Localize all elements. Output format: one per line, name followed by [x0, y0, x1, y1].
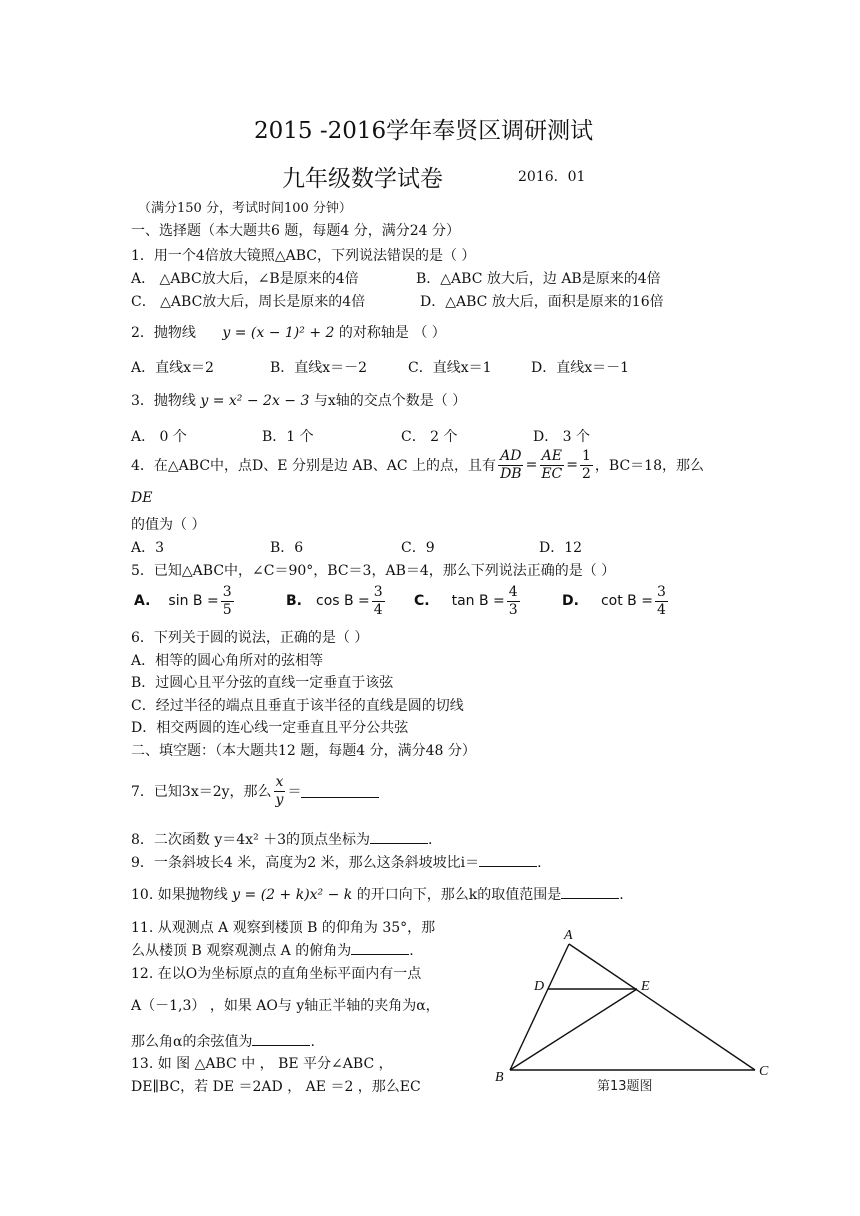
q4-prefix: 4．在△ABC中，点D、E 分别是边 AB、AC 上的点，且有 — [131, 458, 497, 474]
q9-stem — [131, 852, 542, 872]
q4-f2-den: EC — [541, 465, 563, 482]
q3-option-d: D． 3 个 — [533, 429, 591, 445]
q13-line2: DE∥BC，若 DE ＝2AD ， AE ＝2 ，那么EC — [131, 1079, 421, 1095]
q4-option-b: B．6 — [270, 540, 304, 556]
section-heading-1: 一、选择题（本大题共6 题，每题4 分，满分24 分） — [131, 223, 460, 239]
q8-text: 8．二次函数 y＝4x² ＋3的顶点坐标为 — [131, 832, 371, 848]
q11-line2 — [131, 940, 414, 960]
q5-c-fraction — [507, 584, 520, 619]
q12-answer-blank[interactable] — [252, 1033, 310, 1046]
q8-stem — [131, 829, 433, 849]
q5-options — [134, 580, 694, 622]
q11-line1: 11. 从观测点 A 观察到楼顶 B 的仰角为 35°，那 — [131, 920, 436, 936]
q5-option-a — [134, 580, 236, 622]
q4-line2: DE — [131, 490, 153, 506]
segment-ac — [569, 944, 755, 1070]
q9-text: 9．一条斜坡长4 米，高度为2 米，那么这条斜坡坡比i＝ — [131, 855, 480, 871]
q4-eq1: = — [525, 457, 538, 473]
figure-caption: 第13题图 — [597, 1079, 653, 1094]
q1-option-d: D．△ABC 放大后，面积是原来的16倍 — [420, 294, 664, 310]
q5-a-label: A. — [134, 593, 151, 609]
q5-d-den: 4 — [656, 601, 666, 618]
q4-f1-num: AD — [500, 447, 522, 464]
q5-stem: 5．已知△ABC中，∠C＝90°，BC＝3，AB＝4，那么下列说法正确的是（ ） — [131, 563, 616, 579]
q10-suffix: 的开口向下，那么k的取值范围是 — [356, 887, 562, 903]
q7-prefix: 7．已知3x＝2y，那么 — [131, 784, 272, 800]
q7-num: x — [275, 773, 284, 790]
q12-line3-text: 那么角α的余弦值为 — [131, 1034, 253, 1050]
q6-option-b: B．过圆心且平分弦的直线一定垂直于该弦 — [131, 675, 394, 691]
q4-option-d: D．12 — [539, 540, 583, 556]
q5-c-fn: tan B = — [451, 593, 505, 609]
q4-fraction-ae-ec — [539, 448, 564, 483]
q7-answer-blank[interactable] — [301, 785, 379, 798]
q5-b-label: B. — [286, 593, 302, 609]
q5-a-den: 5 — [222, 601, 232, 618]
q4-suffix: ，BC＝18，那么 — [594, 458, 704, 474]
q5-d-fraction — [655, 584, 668, 619]
q3-option-c: C． 2 个 — [401, 429, 458, 445]
q11-end: . — [409, 943, 414, 959]
q10-prefix: 10. 如果抛物线 — [131, 887, 228, 903]
q5-c-label: C. — [414, 593, 430, 609]
q3-formula: y = x² − 2x − 3 — [200, 393, 310, 409]
q4-line3: 的值为（ ） — [131, 517, 206, 533]
q12-line3 — [131, 1031, 315, 1051]
q4-fraction-ad-db — [498, 448, 524, 483]
q7-stem — [131, 770, 379, 812]
q5-c-num: 4 — [508, 583, 518, 600]
q3-suffix: 与x轴的交点个数是（ ） — [313, 393, 467, 409]
q4-eq2: = — [566, 457, 578, 473]
q9-answer-blank[interactable] — [479, 854, 537, 867]
q5-b-den: 4 — [373, 601, 383, 618]
q4-fraction-half — [580, 448, 593, 483]
q3-prefix: 3．抛物线 — [131, 393, 196, 409]
q13-line1: 13. 如 图 △ABC 中 ， BE 平分∠ABC ， — [131, 1056, 393, 1072]
q11-line2-text: 么从楼顶 B 观察观测点 A 的俯角为 — [131, 943, 352, 959]
q9-end: . — [537, 855, 542, 871]
q2-stem — [131, 322, 446, 342]
q10-formula: y = (2 + k)x² − k — [232, 887, 353, 903]
q7-suffix: ＝ — [287, 784, 302, 800]
label-a: A — [564, 928, 573, 943]
q1-option-b: B．△ABC 放大后，边 AB是原来的4倍 — [416, 271, 661, 287]
q5-option-b — [286, 580, 387, 622]
q4-f3-den: 2 — [581, 465, 591, 482]
q7-fraction — [274, 774, 286, 809]
q5-b-fraction — [372, 584, 385, 619]
q1-stem: 1．用一个4倍放大镜照△ABC，下列说法错误的是（ ） — [131, 248, 476, 264]
q6-stem: 6．下列关于圆的说法，正确的是（ ） — [131, 630, 369, 646]
q6-option-a: A．相等的圆心角所对的弦相等 — [131, 653, 324, 669]
q3-option-a: A． 0 个 — [131, 429, 187, 445]
q10-answer-blank[interactable] — [561, 886, 619, 899]
q3-stem — [131, 390, 466, 410]
q5-a-fraction — [221, 584, 234, 619]
label-b: B — [495, 1070, 504, 1085]
q5-c-den: 3 — [508, 601, 518, 618]
q1-option-c: C． △ABC放大后，周长是原来的4倍 — [131, 294, 366, 310]
q5-option-c — [414, 580, 522, 622]
q2-prefix: 2．抛物线 — [131, 325, 196, 341]
q5-a-fn: sin B = — [168, 593, 219, 609]
q4-f2-num: AE — [541, 447, 562, 464]
page-title: 2015 -2016学年奉贤区调研测试 — [254, 118, 594, 144]
exam-note: （满分150 分，考试时间100 分钟） — [138, 201, 352, 216]
q5-option-d — [562, 580, 670, 622]
q12-line2: A（－1,3） ，如果 AO与 y轴正半轴的夹角为α， — [131, 998, 440, 1014]
q3-option-b: B．1 个 — [262, 429, 314, 445]
q2-suffix: 的对称轴是 （ ） — [338, 325, 446, 341]
q12-end: . — [310, 1034, 315, 1050]
page-subtitle: 九年级数学试卷 — [282, 166, 443, 192]
q8-end: . — [428, 832, 433, 848]
q4-f3-num: 1 — [581, 447, 591, 464]
q4-option-a: A．3 — [131, 540, 165, 556]
q5-a-num: 3 — [222, 583, 232, 600]
q10-stem — [131, 884, 624, 904]
q1-option-a: A． △ABC放大后，∠B是原来的4倍 — [131, 271, 359, 287]
q2-option-c: C．直线x＝1 — [408, 360, 492, 376]
q11-answer-blank[interactable] — [351, 942, 409, 955]
q2-option-a: A．直线x＝2 — [131, 360, 214, 376]
q6-option-d: D．相交两圆的连心线一定垂直且平分公共弦 — [131, 720, 409, 736]
label-d: D — [534, 979, 545, 994]
q5-b-fn: cos B = — [316, 593, 370, 609]
label-c: C — [759, 1064, 769, 1079]
q5-d-label: D. — [562, 593, 579, 609]
q8-answer-blank[interactable] — [370, 831, 428, 844]
q4-stem — [131, 444, 704, 486]
label-e: E — [641, 979, 650, 994]
q4-option-c: C．9 — [401, 540, 435, 556]
q5-b-num: 3 — [373, 583, 383, 600]
section-heading-2: 二、填空题：（本大题共12 题，每题4 分，满分48 分） — [131, 743, 476, 759]
q7-den: y — [275, 791, 284, 808]
q2-option-b: B．直线x＝－2 — [270, 360, 368, 376]
q5-d-fn: cot B = — [600, 593, 653, 609]
exam-date: 2016．01 — [518, 169, 586, 185]
q4-f1-den: DB — [500, 465, 522, 482]
q10-end: . — [619, 887, 624, 903]
q6-option-c: C．经过半径的端点且垂直于该半径的直线是圆的切线 — [131, 698, 464, 714]
q2-formula: y = (x − 1)² + 2 — [222, 325, 335, 341]
q12-line1: 12. 在以O为坐标原点的直角坐标平面内有一点 — [131, 966, 422, 982]
q2-option-d: D．直线x＝－1 — [531, 360, 630, 376]
q5-d-num: 3 — [656, 583, 666, 600]
q13-figure — [485, 922, 785, 1102]
